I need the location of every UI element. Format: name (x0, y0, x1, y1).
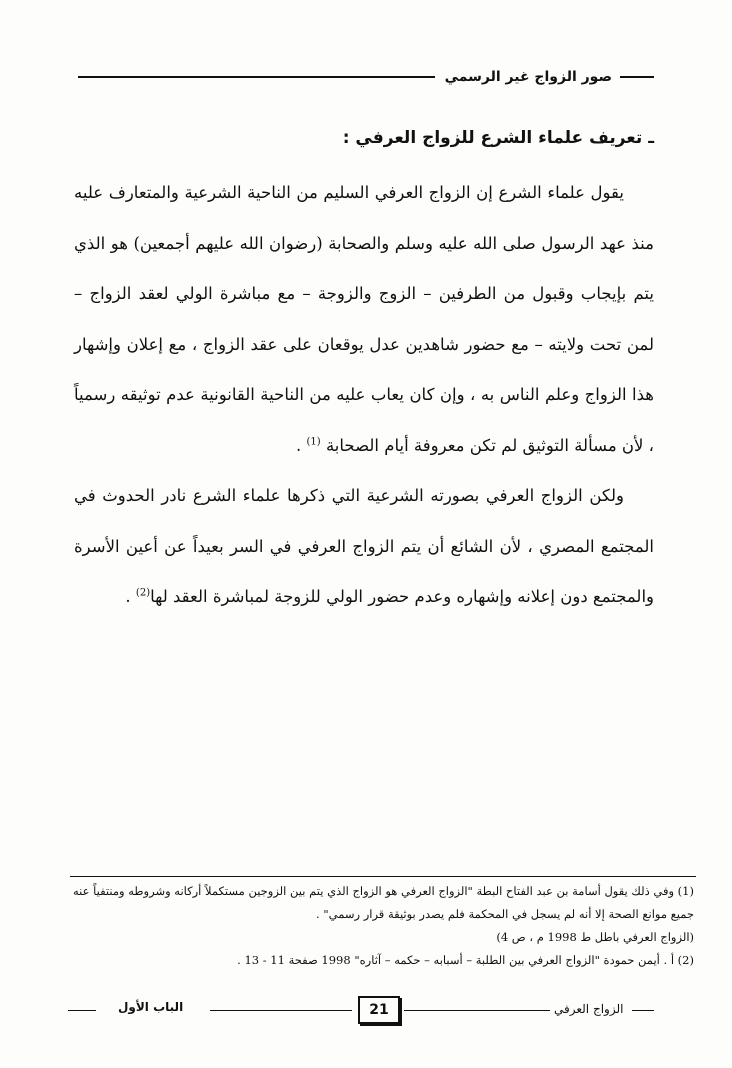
section-heading: ـ تعريف علماء الشرع للزواج العرفي : (342, 128, 654, 148)
paragraph-text: يقول علماء الشرع إن الزواج العرفي السليم من الناحية الشرعية والمتعارف عليه منذ عهد الرسول صلى الله عليه وسلم والصحابة (رضوان الله عليهم أجمعين) هو الذي يتم بإيجاب وقبول من الطرفين – الزوج والزوجة – مع مباشرة الولي لعقد الزواج – لمن تحت ولايته – مع حضور شاهدين عدل يوقعان على عقد الزواج ، مع إعلان وإشهار هذا الزواج وعلم الناس به ، وإن كان يعاب عليه من الناحية القانونية عدم توثيقه رسمياً ، لأن مسألة التوثيق لم تكن معروفة أيام الصحابة (74, 183, 654, 455)
header-dash (620, 76, 654, 78)
footer-dash (68, 1010, 96, 1011)
running-header (78, 62, 654, 92)
paragraph (74, 471, 654, 623)
footnote: (1) وفي ذلك يقول أسامة بن عبد الفتاح البطة "الزواج العرفي هو الزواج الذي يتم بين الزوجين مستكملاً أركانه وشروطه ومنتفياً عنه جميع موانع الصحة إلا أنه لم يسجل في المحكمة فلم يصدر بوثيقة قرار رسمي" . (72, 884, 694, 921)
paragraph-end: . (296, 435, 307, 455)
running-title: صور الزواج غير الرسمي (444, 69, 612, 85)
page-footer (68, 996, 654, 1028)
book-title: الزواج العرفي (554, 1002, 624, 1016)
footer-rule (404, 1010, 550, 1011)
footnotes (70, 880, 694, 972)
footnote-rule (70, 876, 696, 877)
header-rule (78, 76, 435, 78)
footnote-marker: (1) (306, 436, 321, 447)
paragraph (74, 168, 654, 471)
paragraph-text: ولكن الزواج العرفي بصورته الشرعية التي ذكرها علماء الشرع نادر الحدوث في المجتمع المصري ، لأن الشائع أن يتم الزواج العرفي في السر بعيداً عن أعين الأسرة والمجتمع دون إعلانه وإشهاره وعدم حضور الولي للزوجة لمباشرة العقد لها (74, 486, 654, 606)
footnote-marker: (2) (135, 587, 151, 599)
body-text (74, 168, 654, 623)
footnote-citation: (الزواج العرفي باطل ط 1998 م ، ص 4) (496, 930, 694, 944)
footer-rule (210, 1010, 352, 1011)
footer-dash (632, 1010, 654, 1011)
page-number: 21 (358, 996, 400, 1024)
footnote: (2) أ . أيمن حمودة "الزواج العرفي بين الطلبة – أسبابه – حكمه – آثاره" 1998 صفحة 11 - 13 . (237, 953, 694, 967)
chapter-label: الباب الأول (118, 1000, 184, 1014)
paragraph-end: . (125, 587, 136, 606)
